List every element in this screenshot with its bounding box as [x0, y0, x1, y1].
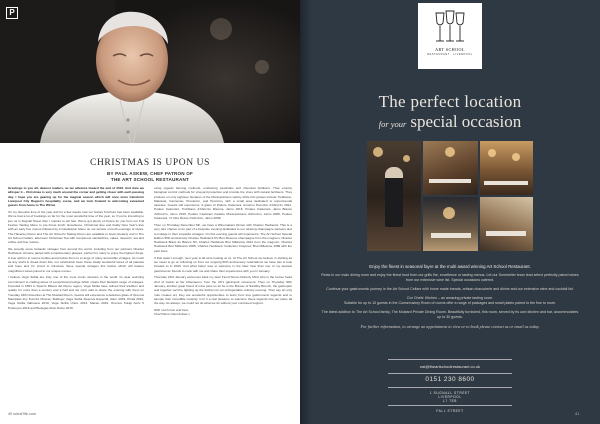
ad-paragraph: Suitable for up to 10 guests in the Conservatory Room of rooms offer a range of packages and small plates paired to the fine to more. — [343, 301, 557, 306]
contact-address — [388, 390, 512, 404]
right-page-number: 41 — [575, 412, 580, 416]
wine-glasses-icon — [418, 7, 482, 47]
article-paragraph: Greetings to you all, dearest readers, as we advance toward the end of 2024. And dare we whisper it – Christmas is very much around the corner and getting closer with each passing day. I hope you are gearing up for the magical season which will once more transform Liverpool City Region's hospitality scene, and we look forward to welcoming esteemed guests from home to The Wirral. — [8, 186, 144, 208]
byline-line-2: THE ART SCHOOL RESTAURANT — [110, 177, 190, 182]
article-paragraph: If that wasn't enough, next year is all wine looking at us. At The Art School we believe in starting as we mean to go on following on from our ongoing 50th anniversary celebrations we have lots to look forward to in 2025. And what better way to welcome in the New Year than one of my dearest gastronomic friends to cook with me and share their experiences with you in January. — [154, 255, 292, 273]
article-paragraph: using organic farming methods, embracing pesticides and chemical fertilisers. They employ biological control methods for vineyard protection and provide the vines with natural fertilisers. They produce on only eighteen hectares of the Montepulciano variety while rich grapes include Trebbiano, Malvasia, Cannonau, Procanico, and Pecorino, with a small area dedicated to experimental varieties. Guests will experience: A glass of Podere Castorani, Amorino Pecorino d'Abruzzo 2021, Podere Castorani, Trebbiano d'Abruzzo Riserva, Jarno 2016, Podere Castorani, Jarno Bianco d'Abruzzo, Jarno 2016, Podere Castorani Cadetto Montepulciano d'Abruzzo, Jarno 2008, Podere Castorani, 'O' Dire Rosso d'Abruzzo, Jarno 2008. — [154, 186, 292, 221]
contact-block — [388, 357, 512, 413]
gallery-photo-staff — [367, 141, 421, 251]
restaurant-logo — [418, 3, 482, 69]
ad-paragraph: The latest addition to The Art School family, The Mustard Private Dining Room. Beautifully furnished, this room, served by its own kitchen and bar, accommodates up to 30 guests. — [321, 310, 579, 320]
article-paragraph: It's my favourite time of the year and for a few weeks now our festive brochure has been available. We've had a lot of bookings so far for the most wonderful time of the year, so if you're intending to join us in Sugnall Street then I implore to act fast. We've got plenty of choice for you from our Full Festive Tasting Menu to pre-Xmas lunch: Excellence, Christmas Eve and finally New Year's Eve with an early five menus followed by a Celebration Menu on our terrace on both evenings of styles. The Haverley Room and The Art School's Tasting Room are available to book privately and in The Art School Cellars, afternoon Christmas Tea with sumptuous sandwiches, cakes, desserts, tea and coffee and fine cuisine. — [8, 210, 144, 245]
article-headline: CHRISTMAS IS UPON US — [90, 158, 210, 168]
article-byline — [0, 171, 300, 183]
gallery-photo-dining — [480, 141, 533, 195]
ad-paragraph: Relax in our main dining room and enjoy the finest food from our grills fire, excellence or tasting menus. Let our Sommelier team lead select perfectly paired wines from our extensive wine list. Special occasions catered. — [321, 272, 579, 283]
ad-title: The perfect location — [378, 92, 522, 111]
logo-subtitle: RESTAURANT · LIVERPOOL — [427, 53, 473, 56]
address-line: L7 7EB — [442, 399, 458, 404]
address-line: FALL STREET — [436, 408, 464, 413]
gallery-photo-lounge — [480, 197, 533, 251]
restaurant-photo-gallery — [367, 141, 533, 251]
address-line: LIVERPOOL — [438, 394, 462, 399]
ad-paragraph: Our Chefs' Kitchen – an amazing private tasting room. — [406, 295, 494, 300]
address-line: 1 SUGNALL STREET — [429, 390, 471, 395]
ad-body-text — [320, 264, 580, 333]
ad-paragraph: Enjoy the finest in seasonal fayre at the multi award winning Art School Restaurant. — [369, 264, 531, 269]
ad-subtitle — [300, 112, 600, 132]
gallery-photo-private-room — [423, 197, 478, 251]
article-paragraph: Thursday 23rd January welcomes back my dear friend Simon Doherty MCA who is the former head chef of Galvin at the Athenaeum, from the UK's gastropub movement. Then on Thursday 30th January, another great friend of mine joins us as he is the Brewer of Sandley Brunch, the gastropub and together we'll be lighting up the kitchen for an unforgettable culinary evening. They say an only man creates art, they are wonderful opportunities to learn from true gastronomic legends and to sample their incredible cooking. Isn't it a real pleasure to welcome these legends into our place all the way. As always, we could not do what we do without your continued support. — [154, 275, 292, 306]
ad-subtitle-small: for your — [378, 119, 407, 129]
signoff: With much love and best, — [154, 308, 189, 313]
article-column-2 — [154, 186, 292, 410]
signature-name: Chef Patron Paul Askew x — [154, 312, 190, 317]
ad-paragraph: Continue your gastronomic journey in the Art School Cellars with home made breads, artisan charcuterie and divine and our extensive wine and cocktail list. — [326, 287, 574, 292]
photo-marker-icon: P — [6, 7, 18, 19]
right-page-advert — [300, 0, 600, 424]
article-paragraph: I believe Vega Sicilia are truly one of the most iconic wineries in the world. Its dear enduring commitment to crafting wines of exceptional prestige which create their fantastic range of vintages. Founded in 1864 in Spain's Ribera del Duero region, Vega Sicilia have refined their tradition and quality for more than a century and a half and we can't wait to share the evening with them on Tuesday 19th November at The Mustard Room. Guests will experience a delicious glass of Oremus Mandolás Dry Furmint Muscat, Bollinger Vega Sicilia Reserva Especial, Alion 2019, Pintia 2016, Vega Sicilia Valbuena 2019, Vega Sicilia Único 2013, Macan 2019, Oremus Tokaji Aszú 5 Puttonyos 2016 and Bodegas Alion Dulce 2016. — [8, 275, 144, 310]
contact-phone-link[interactable]: 0151 230 8600 — [425, 376, 475, 384]
byline-line-1: BY PAUL ASKEW, CHEF PATRON OF — [106, 171, 194, 176]
article-column-1 — [8, 186, 144, 410]
chef-portrait-photo — [0, 0, 300, 143]
contact-email-link[interactable]: eat@theartschoolrestaurant.co.uk — [419, 363, 481, 369]
gallery-photo-bar — [423, 141, 478, 195]
ad-paragraph: For further information, to arrange an appointment to view or to book please contact us or email us today. — [360, 324, 540, 330]
left-page-number: 40 wirral'life.com — [8, 412, 37, 416]
logo-name: ART SCHOOL — [435, 47, 465, 52]
article-paragraph: We proudly serve fantastic vintages from around the world, including from our partners Charles Heidsieck. All wine paired with complimentary glasses, perfect for many to enjoy the highest dregs. A true spirit is to source bottles and provide them to a range of many accessible vintages. As much as any world in dread down this, our celebration been these totally wonderful wines of all palettes and hues and I'm proud to introduce these special vintages this festive which will feature magnificent wines joined to our unique menus. — [8, 247, 144, 273]
article-paragraph: Then on Thursday December 5th, we have a Winemakers Dinner with Charles Heidsieck. This is a very rare chance to be part of a bespoke evening dedicated to our relaxing champagne partners and to indulge in their exquisite vintages. On this evening guests will experience: The Art School Special Edition 50th Anniversary Charles Heidsieck NV Brut Reserve champagne from the magnum, Charles Heidsieck Blanc de Blancs NV, Charles Heidsieck Brut Millésimé 2012 from the magnum, Charles Heidsieck Brut Millésimé 2005, Charles Heidsieck 'Collection Crayères' Brut Millésime 1989 with the petit fours. — [154, 222, 292, 253]
ad-subtitle-big: special occasion — [410, 112, 522, 131]
chef-figure — [0, 0, 300, 143]
